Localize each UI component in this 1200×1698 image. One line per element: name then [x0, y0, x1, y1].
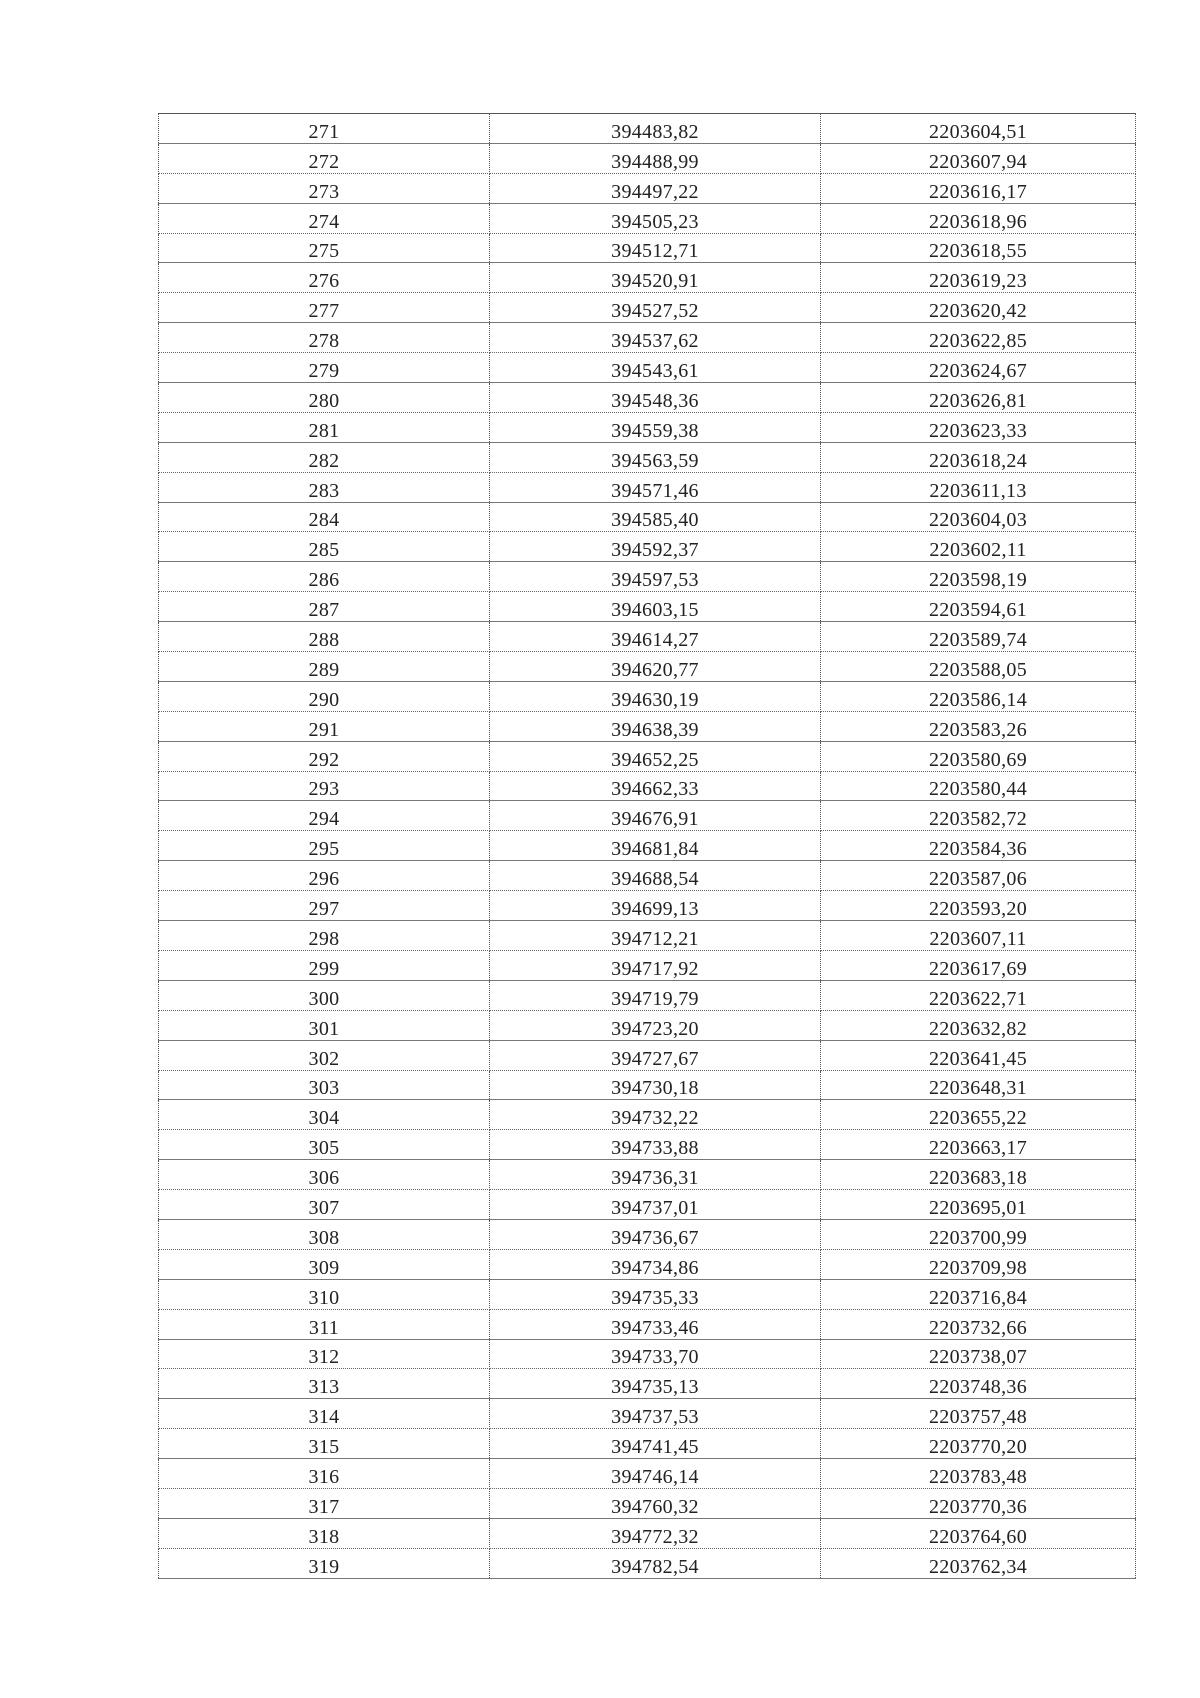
x-coordinate-cell: 394563,59 [490, 442, 821, 472]
table-row [159, 950, 1136, 980]
x-coordinate-cell: 394737,53 [490, 1399, 821, 1429]
table-row [159, 980, 1136, 1010]
y-coordinate-cell: 2203663,17 [821, 1130, 1136, 1160]
table-row [159, 1369, 1136, 1399]
x-coordinate-cell: 394746,14 [490, 1459, 821, 1489]
table-row [159, 323, 1136, 353]
table-row [159, 233, 1136, 263]
table-row [159, 1548, 1136, 1578]
table-row [159, 1040, 1136, 1070]
y-coordinate-cell: 2203616,17 [821, 173, 1136, 203]
y-coordinate-cell: 2203584,36 [821, 831, 1136, 861]
x-coordinate-cell: 394681,84 [490, 831, 821, 861]
y-coordinate-cell: 2203623,33 [821, 412, 1136, 442]
y-coordinate-cell: 2203783,48 [821, 1459, 1136, 1489]
y-coordinate-cell: 2203619,23 [821, 263, 1136, 293]
y-coordinate-cell: 2203748,36 [821, 1369, 1136, 1399]
y-coordinate-cell: 2203757,48 [821, 1399, 1136, 1429]
y-coordinate-cell: 2203602,11 [821, 532, 1136, 562]
point-number-cell: 318 [159, 1518, 490, 1548]
y-coordinate-cell: 2203716,84 [821, 1279, 1136, 1309]
table-row [159, 1130, 1136, 1160]
x-coordinate-cell: 394676,91 [490, 801, 821, 831]
y-coordinate-cell: 2203586,14 [821, 681, 1136, 711]
x-coordinate-cell: 394741,45 [490, 1429, 821, 1459]
x-coordinate-cell: 394548,36 [490, 383, 821, 413]
x-coordinate-cell: 394760,32 [490, 1488, 821, 1518]
table-row [159, 1459, 1136, 1489]
point-number-cell: 293 [159, 771, 490, 801]
point-number-cell: 284 [159, 502, 490, 532]
point-number-cell: 300 [159, 980, 490, 1010]
point-number-cell: 306 [159, 1160, 490, 1190]
table-row [159, 741, 1136, 771]
coordinates-table [158, 113, 1136, 1579]
table-row [159, 1100, 1136, 1130]
y-coordinate-cell: 2203620,42 [821, 293, 1136, 323]
table-row [159, 293, 1136, 323]
y-coordinate-cell: 2203594,61 [821, 592, 1136, 622]
point-number-cell: 271 [159, 114, 490, 144]
y-coordinate-cell: 2203700,99 [821, 1219, 1136, 1249]
y-coordinate-cell: 2203618,96 [821, 203, 1136, 233]
point-number-cell: 286 [159, 562, 490, 592]
table-row [159, 1339, 1136, 1369]
x-coordinate-cell: 394505,23 [490, 203, 821, 233]
point-number-cell: 287 [159, 592, 490, 622]
y-coordinate-cell: 2203587,06 [821, 861, 1136, 891]
y-coordinate-cell: 2203622,71 [821, 980, 1136, 1010]
table-row [159, 891, 1136, 921]
point-number-cell: 297 [159, 891, 490, 921]
point-number-cell: 288 [159, 622, 490, 652]
point-number-cell: 294 [159, 801, 490, 831]
table-row [159, 143, 1136, 173]
point-number-cell: 303 [159, 1070, 490, 1100]
table-row [159, 592, 1136, 622]
table-row [159, 771, 1136, 801]
point-number-cell: 280 [159, 383, 490, 413]
y-coordinate-cell: 2203655,22 [821, 1100, 1136, 1130]
x-coordinate-cell: 394730,18 [490, 1070, 821, 1100]
y-coordinate-cell: 2203762,34 [821, 1548, 1136, 1578]
table-row [159, 921, 1136, 951]
x-coordinate-cell: 394733,70 [490, 1339, 821, 1369]
y-coordinate-cell: 2203764,60 [821, 1518, 1136, 1548]
table-row [159, 383, 1136, 413]
x-coordinate-cell: 394597,53 [490, 562, 821, 592]
y-coordinate-cell: 2203641,45 [821, 1040, 1136, 1070]
table-row [159, 711, 1136, 741]
table-row [159, 203, 1136, 233]
table-row [159, 1010, 1136, 1040]
point-number-cell: 308 [159, 1219, 490, 1249]
y-coordinate-cell: 2203604,51 [821, 114, 1136, 144]
x-coordinate-cell: 394723,20 [490, 1010, 821, 1040]
y-coordinate-cell: 2203617,69 [821, 950, 1136, 980]
point-number-cell: 311 [159, 1309, 490, 1339]
point-number-cell: 317 [159, 1488, 490, 1518]
table-row [159, 562, 1136, 592]
point-number-cell: 281 [159, 412, 490, 442]
point-number-cell: 302 [159, 1040, 490, 1070]
x-coordinate-cell: 394630,19 [490, 681, 821, 711]
point-number-cell: 291 [159, 711, 490, 741]
y-coordinate-cell: 2203770,36 [821, 1488, 1136, 1518]
point-number-cell: 298 [159, 921, 490, 951]
x-coordinate-cell: 394733,88 [490, 1130, 821, 1160]
point-number-cell: 307 [159, 1190, 490, 1220]
x-coordinate-cell: 394620,77 [490, 652, 821, 682]
point-number-cell: 274 [159, 203, 490, 233]
table-row [159, 1429, 1136, 1459]
point-number-cell: 316 [159, 1459, 490, 1489]
point-number-cell: 313 [159, 1369, 490, 1399]
x-coordinate-cell: 394732,22 [490, 1100, 821, 1130]
table-row [159, 173, 1136, 203]
y-coordinate-cell: 2203648,31 [821, 1070, 1136, 1100]
y-coordinate-cell: 2203593,20 [821, 891, 1136, 921]
point-number-cell: 275 [159, 233, 490, 263]
x-coordinate-cell: 394717,92 [490, 950, 821, 980]
table-row [159, 1399, 1136, 1429]
table-row [159, 681, 1136, 711]
point-number-cell: 285 [159, 532, 490, 562]
point-number-cell: 272 [159, 143, 490, 173]
table-row [159, 1070, 1136, 1100]
table-row [159, 1249, 1136, 1279]
y-coordinate-cell: 2203583,26 [821, 711, 1136, 741]
point-number-cell: 282 [159, 442, 490, 472]
point-number-cell: 273 [159, 173, 490, 203]
x-coordinate-cell: 394638,39 [490, 711, 821, 741]
point-number-cell: 296 [159, 861, 490, 891]
y-coordinate-cell: 2203582,72 [821, 801, 1136, 831]
y-coordinate-cell: 2203607,94 [821, 143, 1136, 173]
table-row [159, 861, 1136, 891]
y-coordinate-cell: 2203683,18 [821, 1160, 1136, 1190]
y-coordinate-cell: 2203604,03 [821, 502, 1136, 532]
y-coordinate-cell: 2203580,69 [821, 741, 1136, 771]
table-row [159, 502, 1136, 532]
y-coordinate-cell: 2203598,19 [821, 562, 1136, 592]
table-row [159, 442, 1136, 472]
point-number-cell: 295 [159, 831, 490, 861]
point-number-cell: 277 [159, 293, 490, 323]
table-row [159, 1309, 1136, 1339]
y-coordinate-cell: 2203622,85 [821, 323, 1136, 353]
point-number-cell: 319 [159, 1548, 490, 1578]
x-coordinate-cell: 394585,40 [490, 502, 821, 532]
point-number-cell: 301 [159, 1010, 490, 1040]
y-coordinate-cell: 2203738,07 [821, 1339, 1136, 1369]
point-number-cell: 314 [159, 1399, 490, 1429]
x-coordinate-cell: 394772,32 [490, 1518, 821, 1548]
point-number-cell: 283 [159, 472, 490, 502]
y-coordinate-cell: 2203618,55 [821, 233, 1136, 263]
x-coordinate-cell: 394733,46 [490, 1309, 821, 1339]
table-row [159, 1279, 1136, 1309]
x-coordinate-cell: 394488,99 [490, 143, 821, 173]
x-coordinate-cell: 394688,54 [490, 861, 821, 891]
x-coordinate-cell: 394782,54 [490, 1548, 821, 1578]
point-number-cell: 305 [159, 1130, 490, 1160]
table-row [159, 801, 1136, 831]
x-coordinate-cell: 394736,31 [490, 1160, 821, 1190]
point-number-cell: 278 [159, 323, 490, 353]
table-row [159, 1190, 1136, 1220]
table-row [159, 652, 1136, 682]
x-coordinate-cell: 394719,79 [490, 980, 821, 1010]
y-coordinate-cell: 2203626,81 [821, 383, 1136, 413]
y-coordinate-cell: 2203632,82 [821, 1010, 1136, 1040]
point-number-cell: 309 [159, 1249, 490, 1279]
table-row [159, 114, 1136, 144]
table-row [159, 532, 1136, 562]
y-coordinate-cell: 2203618,24 [821, 442, 1136, 472]
table-row [159, 622, 1136, 652]
point-number-cell: 299 [159, 950, 490, 980]
x-coordinate-cell: 394527,52 [490, 293, 821, 323]
y-coordinate-cell: 2203580,44 [821, 771, 1136, 801]
x-coordinate-cell: 394736,67 [490, 1219, 821, 1249]
x-coordinate-cell: 394737,01 [490, 1190, 821, 1220]
x-coordinate-cell: 394735,13 [490, 1369, 821, 1399]
point-number-cell: 292 [159, 741, 490, 771]
point-number-cell: 289 [159, 652, 490, 682]
x-coordinate-cell: 394543,61 [490, 353, 821, 383]
y-coordinate-cell: 2203624,67 [821, 353, 1136, 383]
table-row [159, 472, 1136, 502]
x-coordinate-cell: 394512,71 [490, 233, 821, 263]
x-coordinate-cell: 394712,21 [490, 921, 821, 951]
table-row [159, 353, 1136, 383]
x-coordinate-cell: 394735,33 [490, 1279, 821, 1309]
table-row [159, 831, 1136, 861]
x-coordinate-cell: 394483,82 [490, 114, 821, 144]
coordinates-table-body [159, 114, 1136, 1579]
x-coordinate-cell: 394592,37 [490, 532, 821, 562]
point-number-cell: 315 [159, 1429, 490, 1459]
y-coordinate-cell: 2203709,98 [821, 1249, 1136, 1279]
y-coordinate-cell: 2203589,74 [821, 622, 1136, 652]
point-number-cell: 279 [159, 353, 490, 383]
table-row [159, 1518, 1136, 1548]
y-coordinate-cell: 2203695,01 [821, 1190, 1136, 1220]
x-coordinate-cell: 394571,46 [490, 472, 821, 502]
y-coordinate-cell: 2203607,11 [821, 921, 1136, 951]
point-number-cell: 312 [159, 1339, 490, 1369]
table-row [159, 263, 1136, 293]
y-coordinate-cell: 2203732,66 [821, 1309, 1136, 1339]
y-coordinate-cell: 2203588,05 [821, 652, 1136, 682]
table-row [159, 1219, 1136, 1249]
x-coordinate-cell: 394520,91 [490, 263, 821, 293]
x-coordinate-cell: 394559,38 [490, 412, 821, 442]
table-row [159, 1488, 1136, 1518]
table-row [159, 1160, 1136, 1190]
point-number-cell: 276 [159, 263, 490, 293]
table-row [159, 412, 1136, 442]
y-coordinate-cell: 2203770,20 [821, 1429, 1136, 1459]
x-coordinate-cell: 394603,15 [490, 592, 821, 622]
x-coordinate-cell: 394699,13 [490, 891, 821, 921]
y-coordinate-cell: 2203611,13 [821, 472, 1136, 502]
x-coordinate-cell: 394734,86 [490, 1249, 821, 1279]
x-coordinate-cell: 394497,22 [490, 173, 821, 203]
x-coordinate-cell: 394614,27 [490, 622, 821, 652]
point-number-cell: 310 [159, 1279, 490, 1309]
x-coordinate-cell: 394727,67 [490, 1040, 821, 1070]
x-coordinate-cell: 394662,33 [490, 771, 821, 801]
point-number-cell: 290 [159, 681, 490, 711]
point-number-cell: 304 [159, 1100, 490, 1130]
x-coordinate-cell: 394537,62 [490, 323, 821, 353]
x-coordinate-cell: 394652,25 [490, 741, 821, 771]
